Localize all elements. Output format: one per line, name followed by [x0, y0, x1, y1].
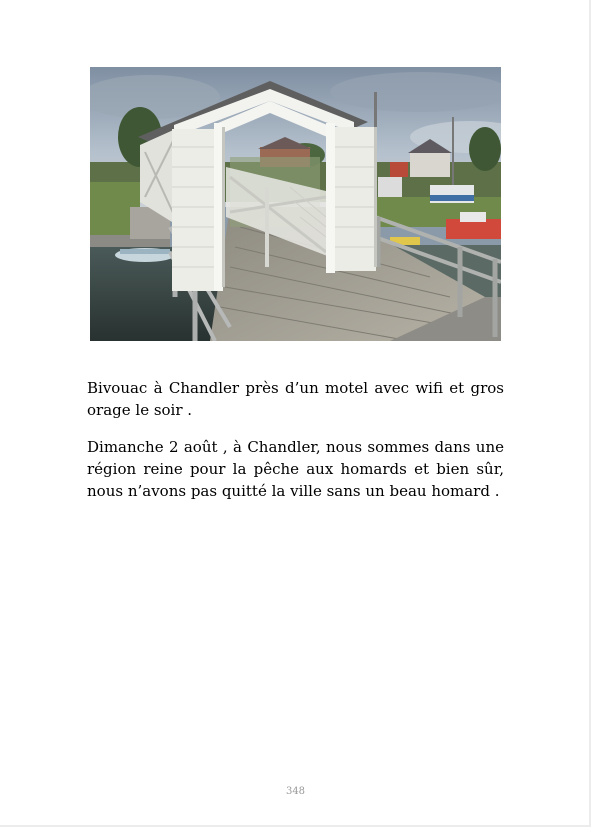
page-number: 348 — [285, 786, 306, 797]
paragraph-dimanche: Dimanche 2 août , à Chandler, nous sommes dans une région reine pour la pêche aux homards et bien sûr, nous n’avons pas quitté la ville sans un beau homard . — [87, 438, 504, 500]
paragraph-bivouac: Bivouac à Chandler près d’un motel avec wifi et gros orage le soir . — [87, 379, 504, 419]
bridge-photo — [90, 67, 501, 341]
bridge-photo-illustration — [90, 67, 501, 341]
